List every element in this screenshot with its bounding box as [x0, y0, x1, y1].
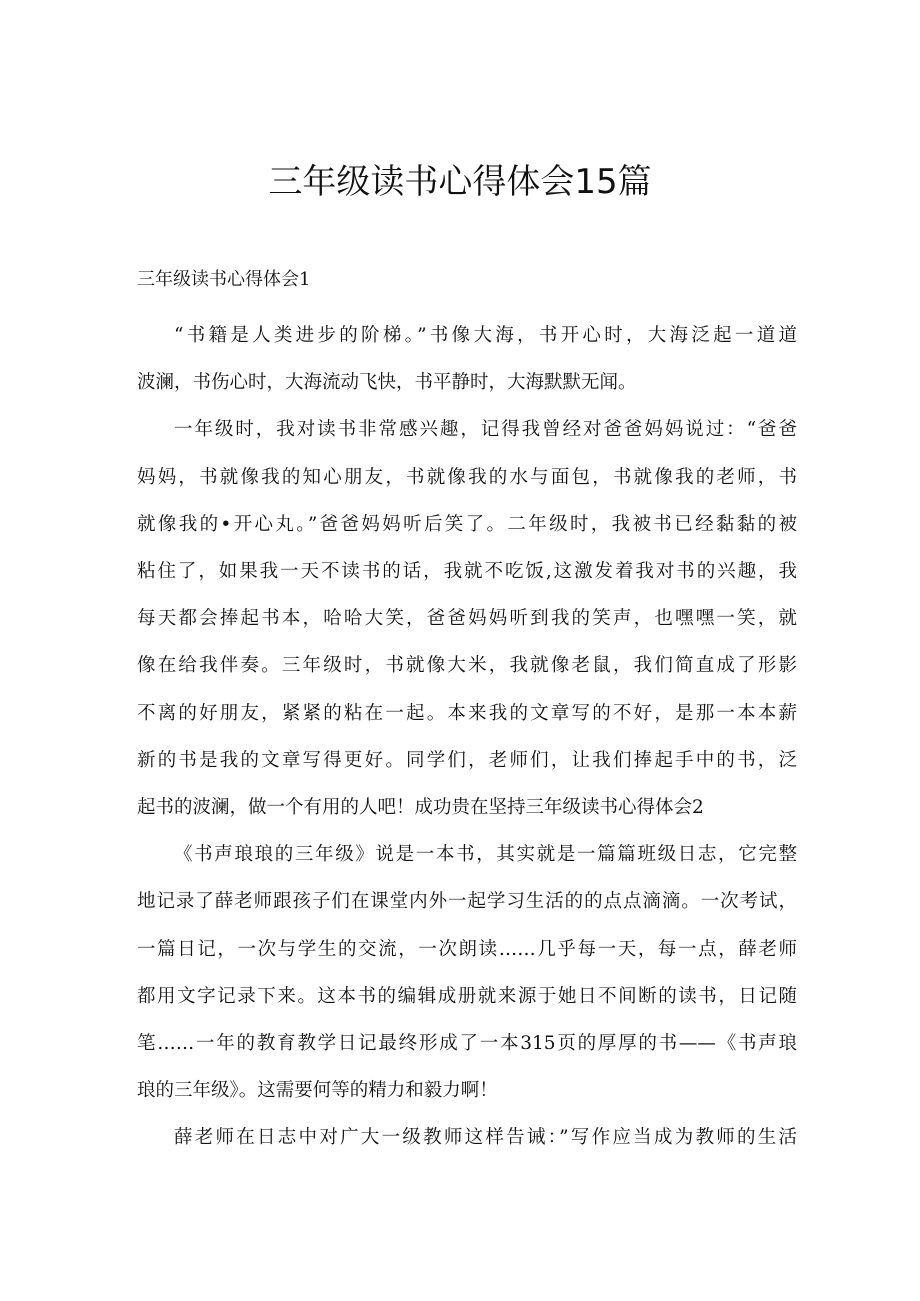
section-heading: 三年级读书心得体会1 [137, 269, 311, 290]
text-line: 粘住了，如果我一天不读书的话，我就不吃饭,这激发着我对书的兴趣，我 [137, 561, 797, 583]
text-line: 波澜，书伤心时，大海流动飞快，书平静时，大海默默无闻。 [137, 372, 637, 394]
text-line: 地记录了薛老师跟孩子们在课堂内外一起学习生活的的点点滴滴。一次考试， [137, 891, 797, 913]
text-line: 像在给我伴奏。三年级时，书就像大米，我就像老鼠，我们简直成了形影 [137, 655, 797, 677]
paragraph-3 [137, 831, 797, 1114]
text-line: 琅的三年级》。这需要何等的精力和毅力啊！ [137, 1080, 498, 1102]
text-line: 就像我的•开心丸。”爸爸妈妈听后笑了。二年级时，我被书已经黏黏的被 [137, 513, 797, 535]
text-line: 笔……一年的教育教学日记最终形成了一本315页的厚厚的书——《书声琅 [137, 1033, 797, 1055]
text-line: 每天都会捧起书本，哈哈大笑，爸爸妈妈听到我的笑声，也嘿嘿一笑，就 [137, 608, 797, 630]
text-line: “书籍是人类进步的阶梯。”书像大海，书开心时，大海泛起一道道 [174, 325, 797, 346]
paragraph-2 [137, 406, 797, 831]
paragraph-1 [137, 312, 797, 406]
document-title: 三年级读书心得体会15篇 [268, 162, 652, 202]
text-line: 薛老师在日志中对广大一级教师这样告诫：”写作应当成为教师的生活 [174, 1127, 797, 1149]
document-body [137, 312, 797, 1162]
text-line: 新的书是我的文章写得更好。同学们，老师们，让我们捧起手中的书，泛 [137, 749, 797, 771]
paragraph-4 [137, 1114, 797, 1161]
text-line: 一篇日记，一次与学生的交流，一次朗读……几乎每一天，每一点，薛老师 [137, 938, 797, 960]
text-line: 《书声琅琅的三年级》说是一本书，其实就是一篇篇班级日志，它完整 [174, 844, 797, 866]
text-line: 都用文字记录下来。这本书的编辑成册就来源于她日不间断的读书，日记随 [137, 985, 797, 1007]
text-line: 一年级时，我对读书非常感兴趣，记得我曾经对爸爸妈妈说过：“爸爸 [174, 419, 797, 441]
text-line: 妈妈，书就像我的知心朋友，书就像我的水与面包，书就像我的老师，书 [137, 466, 797, 488]
text-line: 起书的波澜，做一个有用的人吧！成功贵在坚持三年级读书心得体会2 [137, 797, 704, 819]
text-line: 不离的好朋友，紧紧的粘在一起。本来我的文章写的不好，是那一本本薪 [137, 702, 797, 724]
